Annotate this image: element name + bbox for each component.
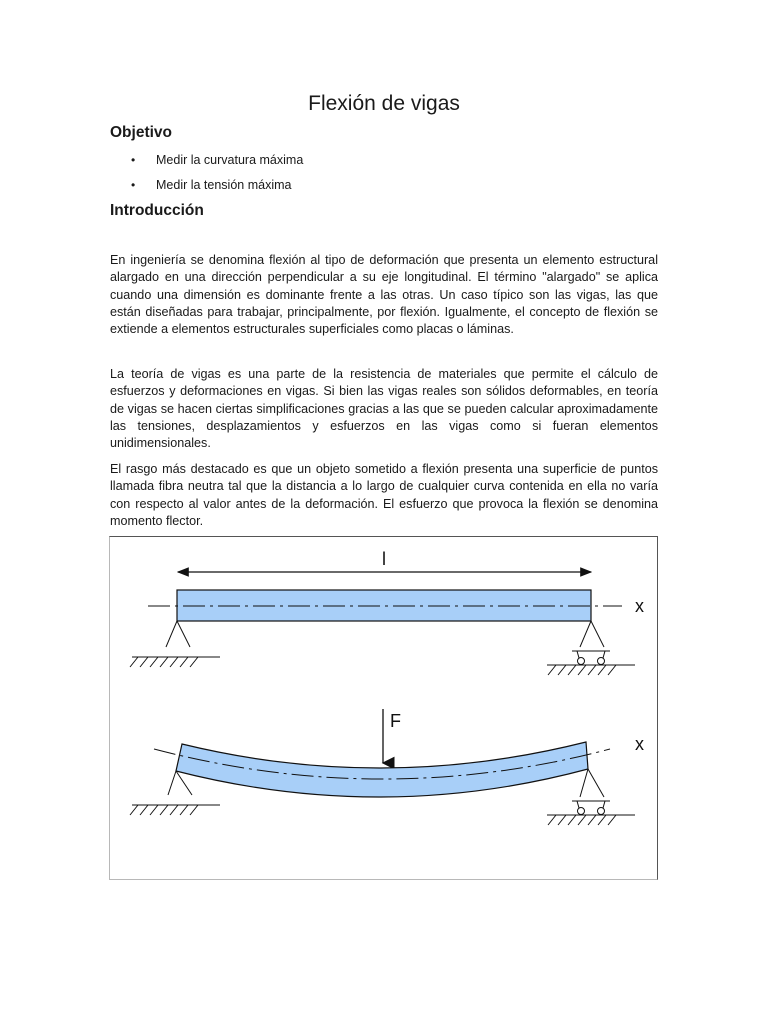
section-heading-introduccion: Introducción — [110, 202, 204, 219]
bullet-icon: • — [131, 153, 136, 167]
page-title: Flexión de vigas — [308, 92, 460, 115]
force-label: F — [390, 711, 401, 731]
axis-label-top: x — [635, 596, 644, 616]
length-label: l — [382, 549, 386, 569]
intro-paragraph-1: En ingeniería se denomina flexión al tipo de deformación que presenta un elemento estructural alargado en una dirección perpendicular a su eje longitudinal. El término "alargado" se aplica cuando una dimensión es dominante frente a las otras. Un caso típico son las vigas, las que están diseñadas para trabajar, principalmente, por flexión. Igualmente, el concepto de flexión se extiende a elementos estructurales superficiales como placas o láminas. — [110, 253, 658, 337]
intro-paragraph-3: El rasgo más destacado es que un objeto sometido a flexión presenta una superficie de puntos llamada fibra neutra tal que la distancia a lo largo de cualquier curva contenida en ella no varía con respecto al valor antes de la deformación. El esfuerzo que provoca la flexión se denomina momento flector. — [110, 462, 658, 528]
objetivo-bullet-list — [110, 151, 303, 201]
beam-bending-figure — [109, 536, 658, 880]
list-item — [110, 176, 303, 201]
roller-support-icon — [547, 769, 635, 825]
intro-paragraph-2: La teoría de vigas es una parte de la resistencia de materiales que permite el cálculo de esfuerzos y deformaciones en vigas. Si bien las vigas reales son sólidos deformables, en teoría de vigas se hacen ciertas simplificaciones gracias a las que se pueden calcular aproximadamente las tensiones, desplazamientos y esfuerzos en las vigas como si fueran elementos unidimensionales. — [110, 367, 658, 451]
section-heading-objetivo: Objetivo — [110, 124, 173, 141]
deflected-beam — [176, 742, 588, 797]
pin-support-icon — [130, 621, 220, 667]
axis-label-bottom: x — [635, 734, 644, 754]
bullet-text: Medir la tensión máxima — [156, 178, 292, 192]
bullet-icon: • — [131, 178, 136, 192]
list-item — [110, 151, 303, 176]
roller-support-icon — [547, 621, 635, 675]
beam-diagram — [110, 537, 657, 879]
bullet-text: Medir la curvatura máxima — [156, 153, 304, 167]
